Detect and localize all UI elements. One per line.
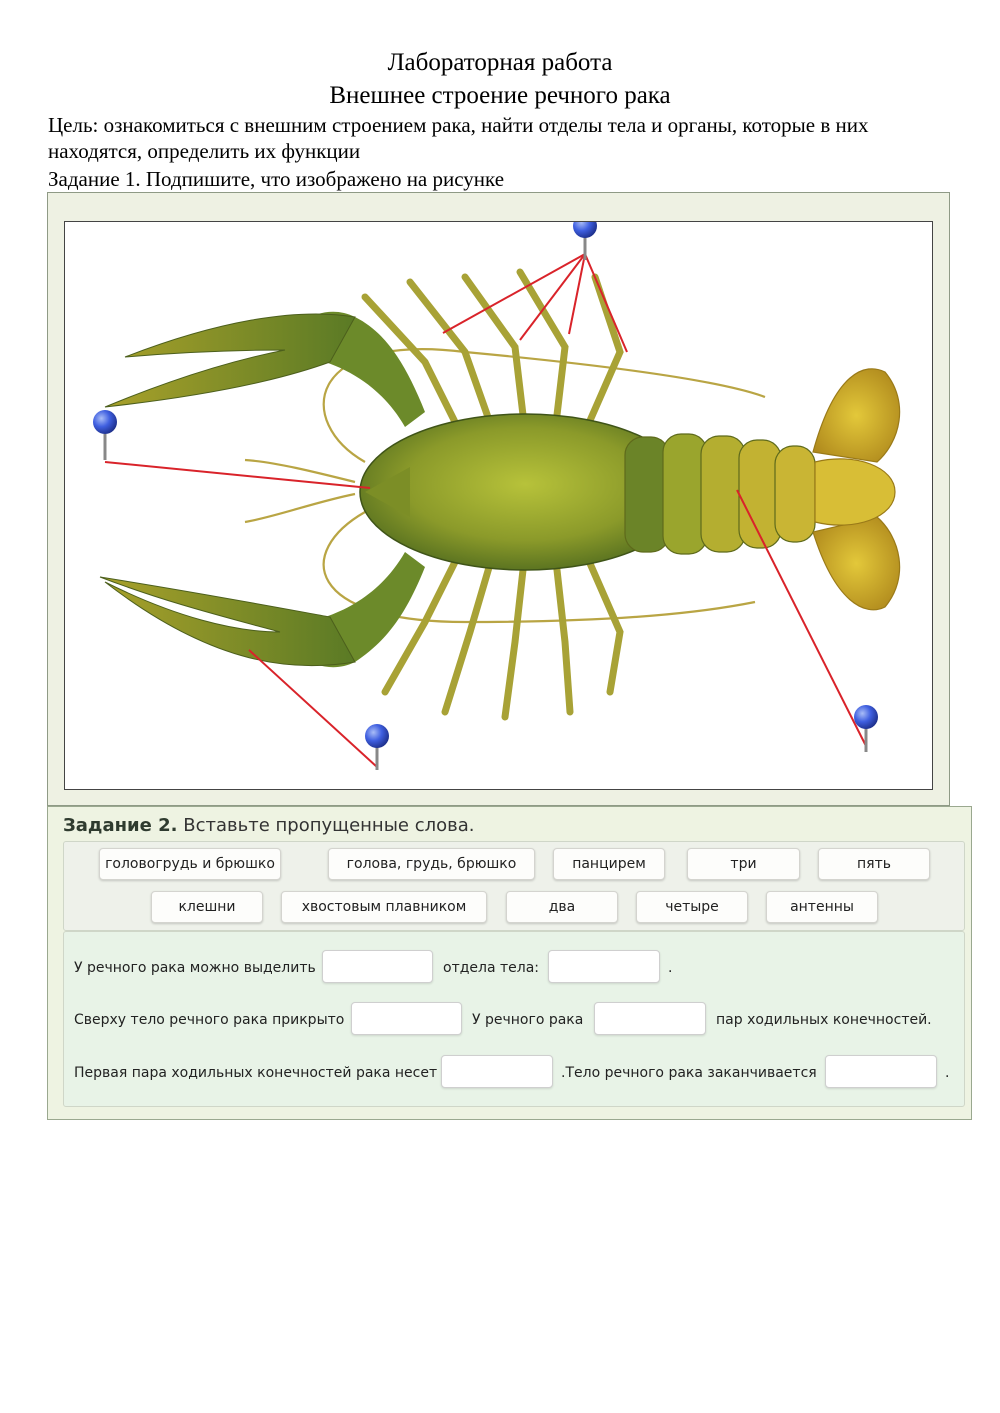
page-title: Лабораторная работа	[387, 49, 613, 76]
sentence-text: .	[668, 960, 673, 976]
crayfish-illustration	[65, 222, 932, 789]
word-chip[interactable]: клешни	[151, 891, 263, 923]
task1-instruction: Задание 1. Подпишите, что изображено на рисунке	[48, 167, 505, 191]
drop-slot[interactable]	[441, 1055, 553, 1088]
word-chip[interactable]: голова, грудь, брюшко	[328, 848, 535, 880]
drop-slot[interactable]	[322, 950, 433, 983]
pin-antennae[interactable]	[93, 410, 117, 460]
drop-slot[interactable]	[351, 1002, 462, 1035]
sentence-text: У речного рака можно выделить	[74, 960, 316, 976]
sentence-text: отдела тела:	[443, 960, 540, 976]
task2-panel	[47, 806, 972, 1120]
drop-slot[interactable]	[825, 1055, 937, 1088]
word-chip[interactable]: панцирем	[553, 848, 665, 880]
abdomen	[625, 434, 815, 554]
sentence-text: Первая пара ходильных конечностей рака несет	[74, 1065, 438, 1081]
sentences-area	[63, 931, 965, 1107]
pin-walking-legs[interactable]	[573, 222, 597, 260]
pin-claw[interactable]	[365, 724, 389, 770]
word-bank	[63, 841, 965, 931]
crayfish-figure	[64, 221, 933, 790]
tail-fan	[813, 369, 900, 610]
word-chip[interactable]: три	[687, 848, 800, 880]
figure-frame	[47, 192, 950, 806]
word-chip[interactable]: головогрудь и брюшко	[99, 848, 281, 880]
sentence-text: У речного рака	[472, 1012, 584, 1028]
sentence-text: Сверху тело речного рака прикрыто	[74, 1012, 345, 1028]
upper-claw	[105, 312, 425, 427]
sentence-text: .	[945, 1065, 950, 1081]
task2-heading-bold: Задание 2.	[63, 815, 178, 836]
word-chip[interactable]: два	[506, 891, 618, 923]
sentence-text: .Тело речного рака заканчивается	[561, 1065, 817, 1081]
sentence-text: пар ходильных конечностей.	[716, 1012, 932, 1028]
drop-slot[interactable]	[594, 1002, 706, 1035]
word-chip[interactable]: четыре	[636, 891, 748, 923]
lower-claw	[100, 552, 425, 667]
goal-text: Цель: ознакомиться с внешним строением рака, найти отделы тела и органы, которые в них находятся, определить их функции	[48, 113, 869, 163]
task2-heading	[63, 815, 474, 836]
word-chip[interactable]: хвостовым плавником	[281, 891, 487, 923]
task2-heading-rest: Вставьте пропущенные слова.	[177, 815, 475, 836]
word-chip[interactable]: пять	[818, 848, 930, 880]
drop-slot[interactable]	[548, 950, 660, 983]
word-chip[interactable]: антенны	[766, 891, 878, 923]
page-subtitle: Внешнее строение речного рака	[329, 82, 671, 109]
